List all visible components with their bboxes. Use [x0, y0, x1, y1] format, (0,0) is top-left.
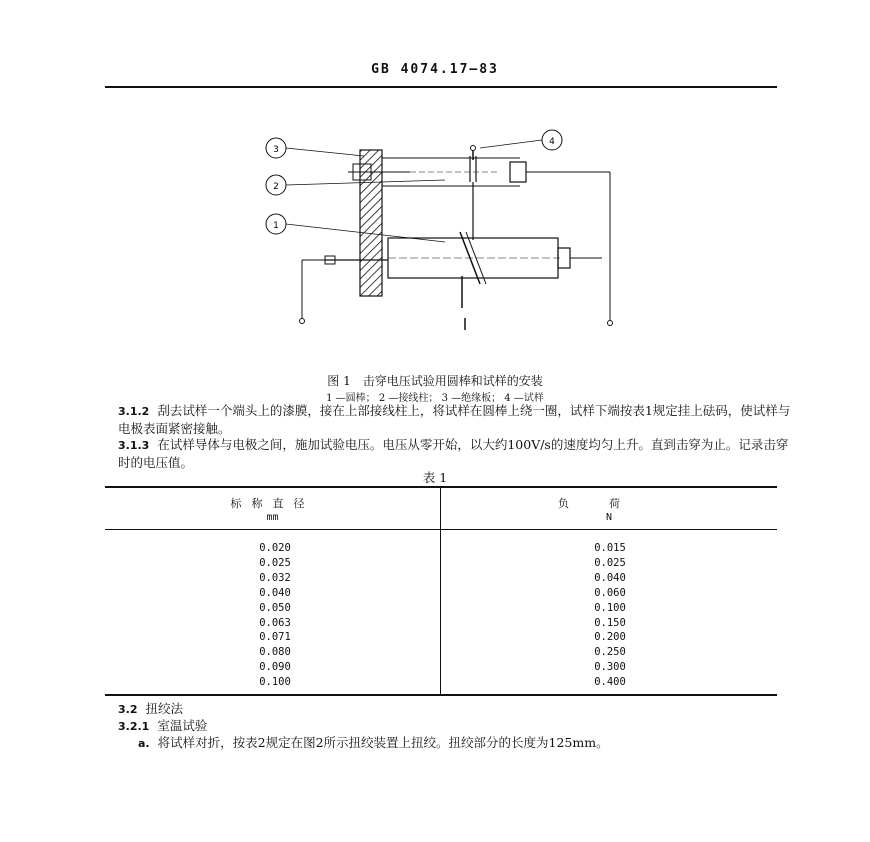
table-cell: 0.090 [259, 661, 291, 674]
table-cell: 0.015 [594, 542, 626, 554]
paragraph-3-1-2 [118, 402, 798, 437]
table-bottom-rule [105, 694, 777, 696]
table-cell: 0.150 [594, 616, 626, 629]
table-cell: 0.025 [594, 556, 626, 569]
section-text: 将试样对折，按表2规定在图2所示扭绞装置上扭绞。扭绞部分的长度为125mm。 [157, 735, 609, 750]
table-cell: 0.050 [259, 601, 291, 614]
callout-2: 2 [273, 182, 279, 192]
paragraph-text: 在试样导体与电极之间，施加试验电压。电压从零开始，以大约100V/s的速度均匀上升。直到击穿为止。记录击穿时的电压值。 [118, 437, 789, 470]
section-text: 室温试验 [157, 718, 208, 733]
table-cell: 0.025 [259, 556, 291, 569]
section-3-2-1 [118, 717, 798, 735]
figure-1-diagram [230, 120, 630, 350]
table-cell: 0.040 [259, 586, 291, 599]
callout-4: 4 [549, 137, 555, 147]
paragraph-text: 刮去试样一个端头上的漆膜，接在上部接线柱上，将试样在圆棒上绕一圈，试样下端按表1规定挂上砝码，使试样与电极表面紧密接触。 [118, 403, 791, 436]
table-cell: 0.200 [594, 631, 626, 644]
paragraph-number: 3.1.2 [118, 405, 150, 418]
table-cell: 0.100 [259, 676, 291, 689]
table-cell: 0.040 [594, 571, 626, 584]
paragraph-3-1-3 [118, 436, 798, 471]
table-cell: 0.300 [594, 661, 626, 674]
table-cell: 0.100 [594, 601, 626, 614]
table-header-rule [105, 529, 777, 530]
header-rule [105, 86, 777, 88]
table-top-rule [105, 486, 777, 488]
section-number: 3.2 [118, 703, 138, 716]
standard-code-header: GB 4074.17—83 [371, 62, 499, 77]
table-cell: 0.032 [259, 571, 291, 584]
load-column [560, 541, 660, 690]
table-cell: 0.020 [259, 542, 291, 554]
section-number: 3.2.1 [118, 720, 150, 733]
table-cell: 0.250 [594, 646, 626, 659]
table-cell: 0.080 [259, 646, 291, 659]
col-unit-n: N [605, 512, 613, 523]
table-cell: 0.400 [594, 676, 626, 689]
col-unit-mm: mm [266, 512, 279, 523]
diameter-column [225, 541, 325, 690]
callout-1: 1 [273, 221, 279, 231]
section-item-a [138, 734, 818, 752]
section-text: 扭绞法 [145, 701, 184, 716]
section-3-2 [118, 700, 798, 718]
figure-caption: 图 1 击穿电压试验用圆棒和试样的安装 [327, 374, 543, 388]
table-cell: 0.071 [259, 631, 291, 644]
table-title: 表 1 [422, 470, 448, 485]
col-header-load: 负荷 [558, 497, 660, 510]
callout-3: 3 [273, 145, 279, 155]
figure-legend: 1 —圆棒； 2 —接线柱； 3 —绝缘板； 4 —试样 [326, 393, 544, 404]
table-cell: 0.063 [259, 616, 291, 629]
col-header-diameter: 标称直径 [230, 497, 315, 510]
paragraph-number: 3.1.3 [118, 439, 150, 452]
table-cell: 0.060 [594, 586, 626, 599]
section-number: a. [138, 737, 150, 750]
